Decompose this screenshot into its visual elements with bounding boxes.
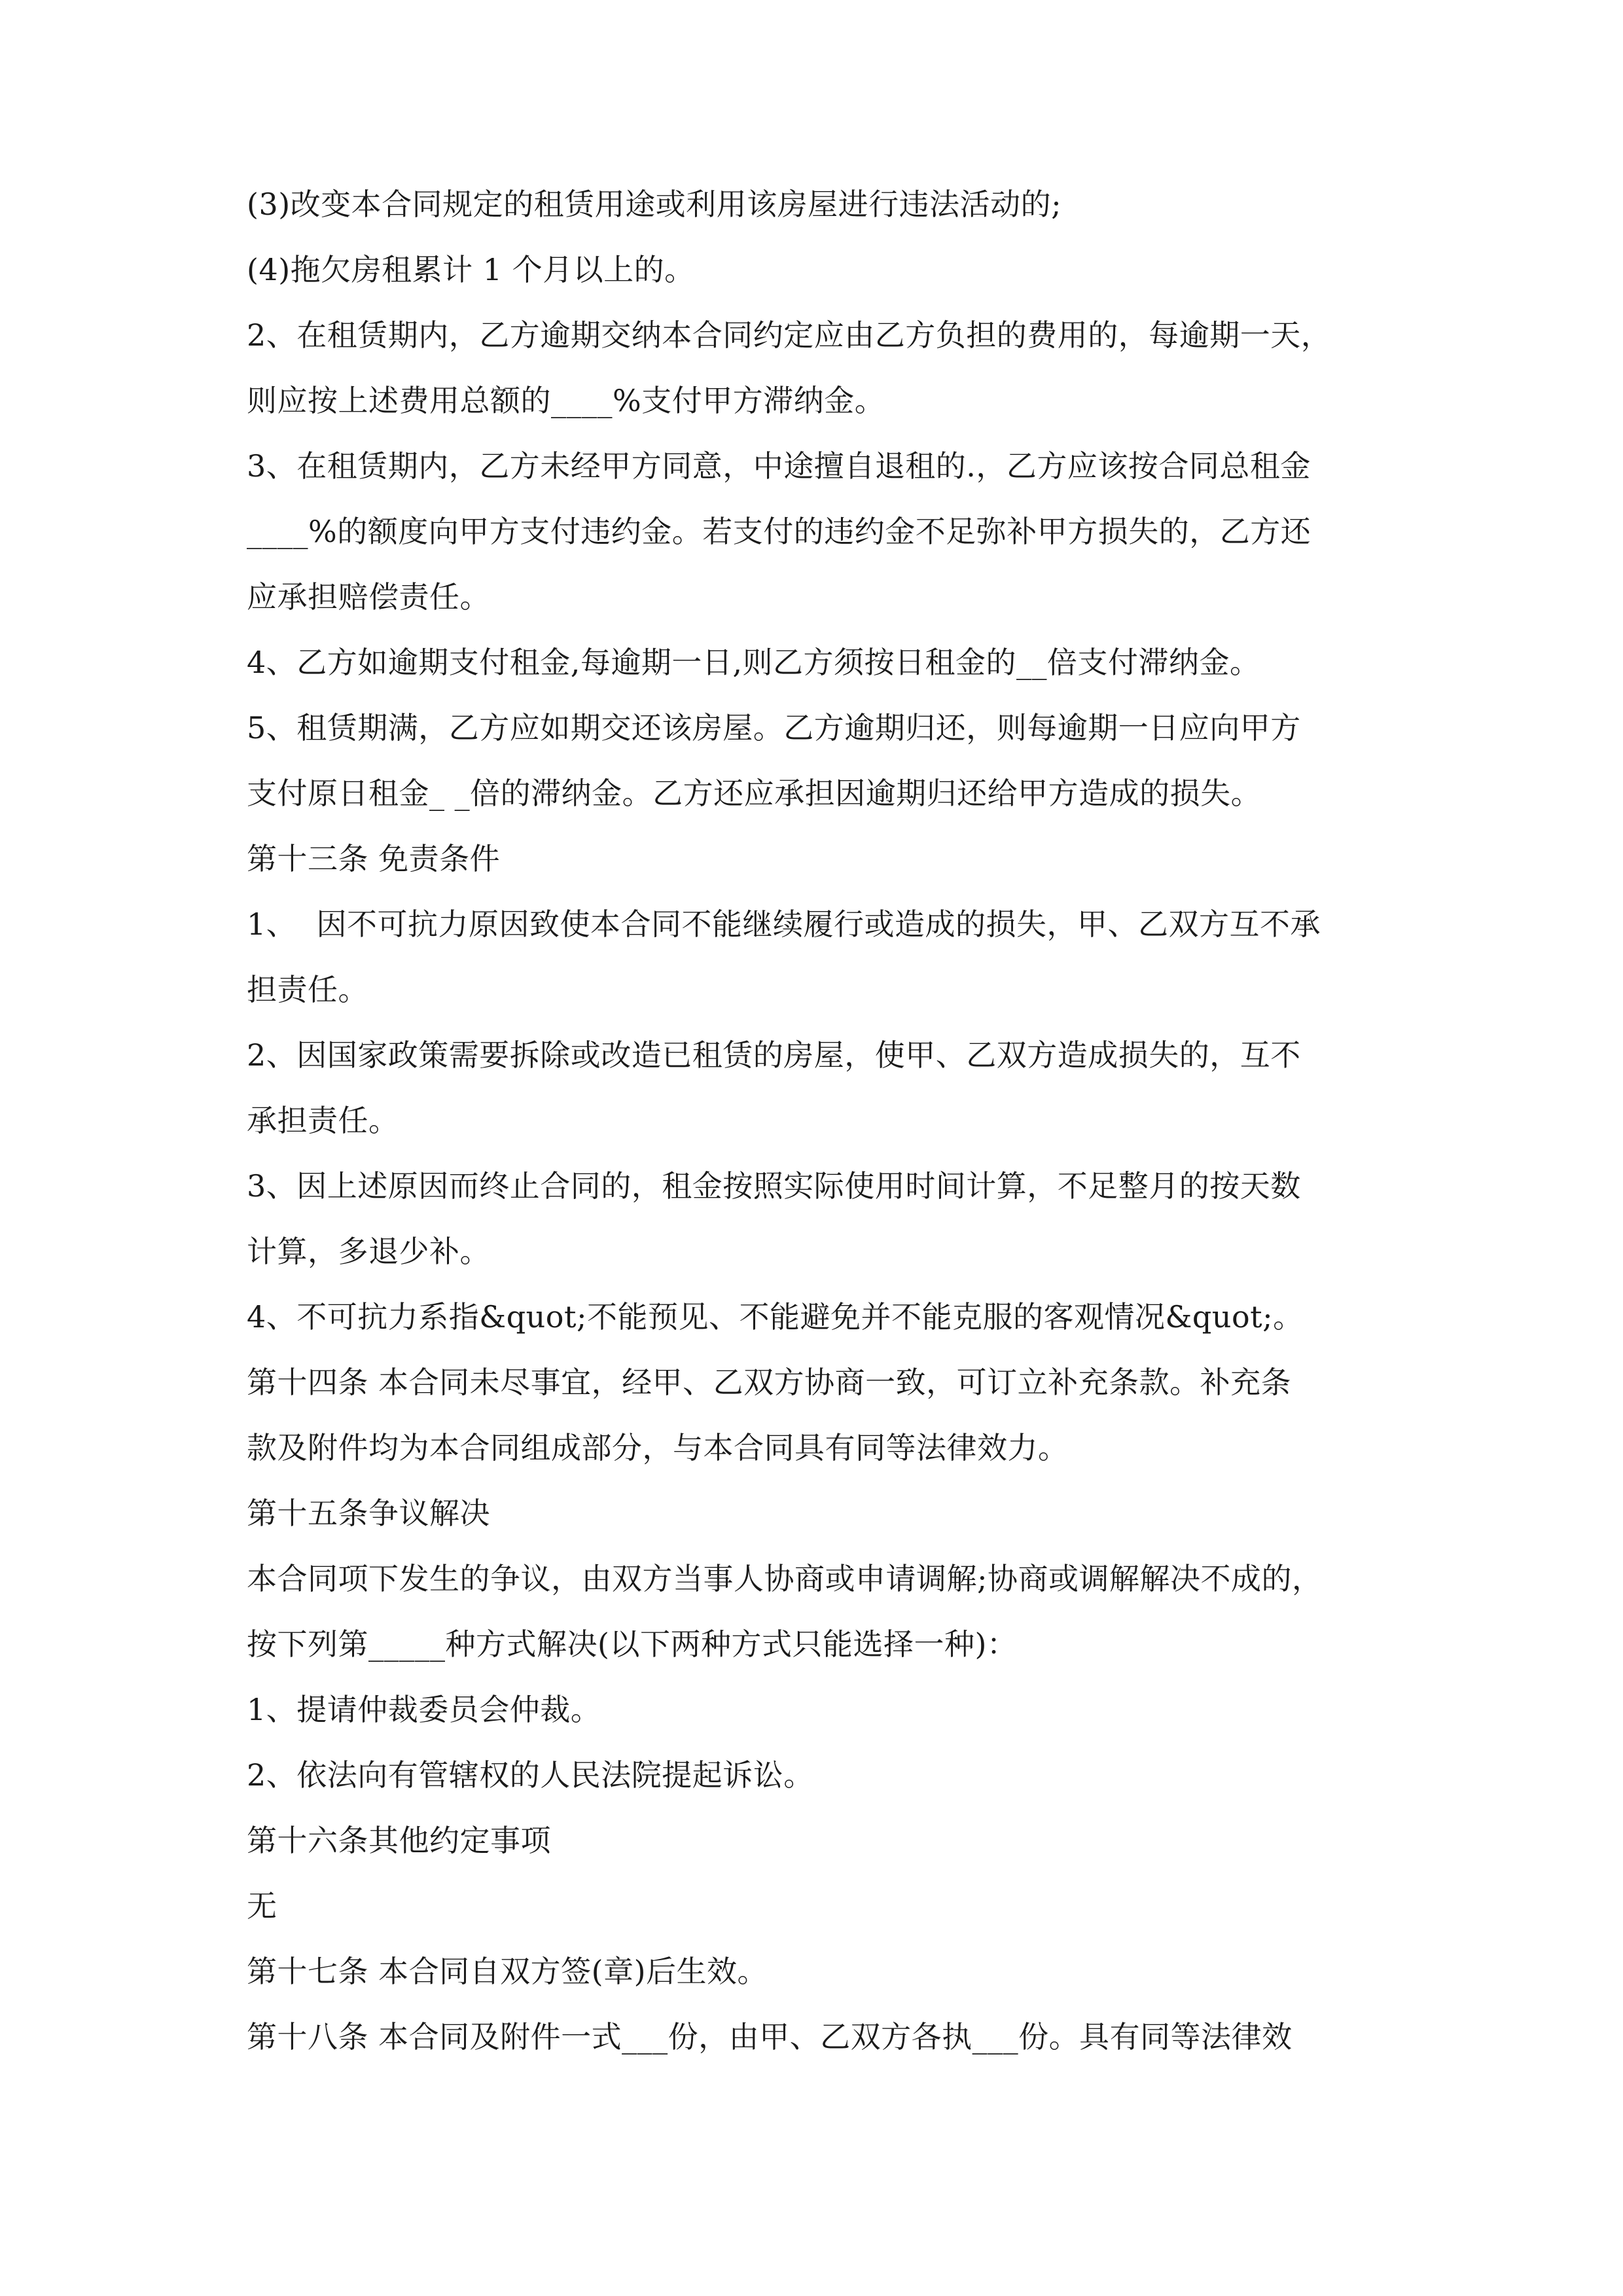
clause-line: 2、在租赁期内，乙方逾期交纳本合同约定应由乙方负担的费用的，每逾期一天，	[247, 317, 1332, 353]
document-body	[247, 171, 1399, 2070]
clause-line: 2、依法向有管辖权的人民法院提起诉讼。	[247, 1757, 814, 1793]
clause-line: (4)拖欠房租累计 1 个月以上的。	[247, 252, 695, 287]
article-heading: 第十五条争议解决	[247, 1496, 490, 1531]
article-heading: 第十六条其他约定事项	[247, 1823, 551, 1858]
clause-line: ____%的额度向甲方支付违约金。若支付的违约金不足弥补甲方损失的，乙方还	[247, 514, 1311, 549]
clause-line: 无	[247, 1888, 277, 1924]
article-heading: 第十八条 本合同及附件一式___份，由甲、乙双方各执___份。具有同等法律效	[247, 2019, 1293, 2054]
clause-line: 3、在租赁期内，乙方未经甲方同意，中途擅自退租的.，乙方应该按合同总租金	[247, 448, 1311, 484]
clause-line: 3、因上述原因而终止合同的，租金按照实际使用时间计算，不足整月的按天数	[247, 1168, 1301, 1204]
article-heading: 第十三条 免责条件	[247, 841, 501, 876]
clause-line: 4、不可抗力系指&quot;不能预见、不能避免并不能克服的客观情况&quot;。	[247, 1299, 1304, 1335]
clause-line: 则应按上述费用总额的____%支付甲方滞纳金。	[247, 383, 885, 418]
clause-line: 1、提请仲裁委员会仲裁。	[247, 1692, 601, 1727]
clause-line: 1、 因不可抗力原因致使本合同不能继续履行或造成的损失，甲、乙双方互不承	[247, 906, 1321, 942]
clause-line: (3)改变本合同规定的租赁用途或利用该房屋进行违法活动的;	[247, 187, 1062, 222]
clause-line: 5、租赁期满，乙方应如期交还该房屋。乙方逾期归还，则每逾期一日应向甲方	[247, 710, 1301, 745]
clause-line: 支付原日租金_ _倍的滞纳金。乙方还应承担因逾期归还给甲方造成的损失。	[247, 776, 1262, 811]
clause-line: 款及附件均为本合同组成部分，与本合同具有同等法律效力。	[247, 1430, 1069, 1465]
clause-line: 按下列第_____种方式解决(以下两种方式只能选择一种)：	[247, 1626, 1018, 1662]
clause-line: 本合同项下发生的争议，由双方当事人协商或申请调解;协商或调解解决不成的，	[247, 1561, 1323, 1596]
clause-line: 4、乙方如逾期支付租金,每逾期一日,则乙方须按日租金的__倍支付滞纳金。	[247, 645, 1260, 680]
clause-line: 承担责任。	[247, 1103, 399, 1138]
article-heading: 第十七条 本合同自双方签(章)后生效。	[247, 1954, 768, 1989]
clause-line: 2、因国家政策需要拆除或改造已租赁的房屋，使甲、乙双方造成损失的，互不	[247, 1037, 1301, 1073]
clause-line: 担责任。	[247, 972, 368, 1007]
clause-line: 计算，多退少补。	[247, 1234, 490, 1269]
clause-line: 应承担赔偿责任。	[247, 579, 490, 615]
article-heading: 第十四条 本合同未尽事宜，经甲、乙双方协商一致，可订立补充条款。补充条	[247, 1365, 1292, 1400]
